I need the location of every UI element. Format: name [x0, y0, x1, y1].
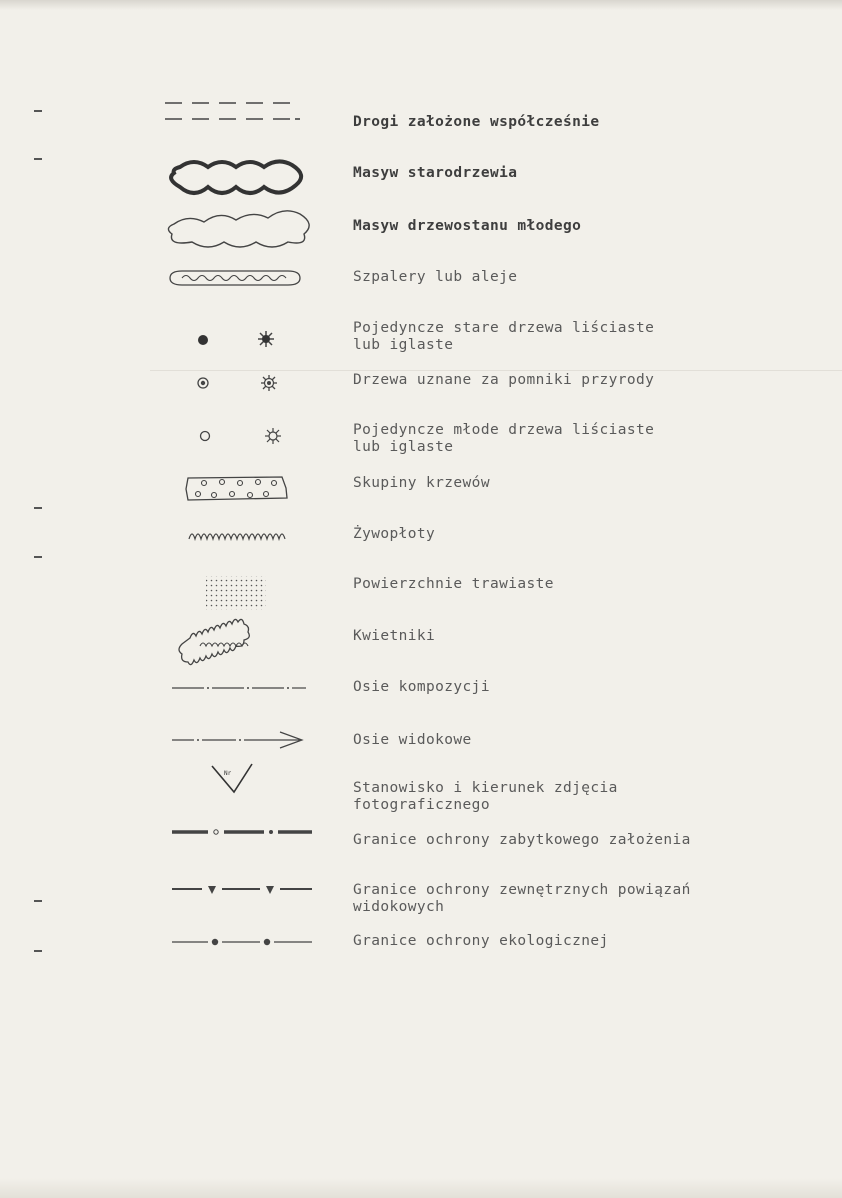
- legend-label: Skupiny krzewów: [353, 475, 490, 491]
- hedge-icon: [160, 526, 320, 546]
- legend-label: Stanowisko i kierunek zdjęcia fotograficznego: [353, 780, 618, 813]
- legend-label: Osie kompozycji: [353, 679, 490, 695]
- photo-viewpoint-icon: [160, 760, 320, 800]
- margin-mark: [34, 556, 42, 558]
- old-single-trees-icon: [160, 318, 320, 358]
- margin-mark: [34, 950, 42, 952]
- legend-label: Kwietniki: [353, 628, 436, 644]
- photo-number-label: Nr: [224, 770, 232, 777]
- legend-label: Masyw drzewostanu młodego: [353, 218, 582, 234]
- grass-dots-icon: [160, 574, 320, 614]
- legend-label: Granice ochrony zewnętrznych powiązań widokowych: [353, 882, 691, 915]
- legend-label: Szpalery lub aleje: [353, 269, 518, 285]
- legend-label: Powierzchnie trawiaste: [353, 576, 554, 592]
- view-axis-arrow-icon: [160, 730, 320, 750]
- ecological-boundary-icon: [160, 932, 320, 952]
- scan-top-edge: [0, 0, 842, 10]
- legend-label: Żywopłoty: [353, 526, 436, 542]
- margin-mark: [34, 158, 42, 160]
- view-boundary-icon: [160, 880, 320, 900]
- flowerbed-icon: [160, 622, 320, 658]
- legend-label: Granice ochrony zabytkowego założenia: [353, 832, 691, 848]
- legend-label: Granice ochrony ekologicznej: [353, 933, 609, 949]
- shrub-group-icon: [160, 474, 320, 504]
- young-single-trees-icon: [160, 420, 320, 460]
- scan-bottom-edge: [0, 1178, 842, 1198]
- heritage-boundary-icon: [160, 822, 320, 842]
- margin-mark: [34, 900, 42, 902]
- composition-axis-icon: [160, 678, 320, 698]
- legend-label: Pojedyncze młode drzewa liściaste lub iglaste: [353, 422, 655, 455]
- legend-label: Masyw starodrzewia: [353, 165, 518, 181]
- tree-row-icon: [160, 266, 320, 290]
- old-tree-mass-icon: [160, 155, 320, 197]
- legend-label: Osie widokowe: [353, 732, 472, 748]
- dashed-road-icon: [160, 94, 320, 128]
- legend-label: Drogi założone współcześnie: [353, 114, 600, 130]
- margin-mark: [34, 110, 42, 112]
- young-tree-mass-icon: [160, 206, 320, 252]
- legend-label: Pojedyncze stare drzewa liściaste lub iglaste: [353, 320, 655, 353]
- margin-mark: [34, 507, 42, 509]
- natural-monument-trees-icon: [160, 370, 320, 400]
- legend-label: Drzewa uznane za pomniki przyrody: [353, 372, 655, 388]
